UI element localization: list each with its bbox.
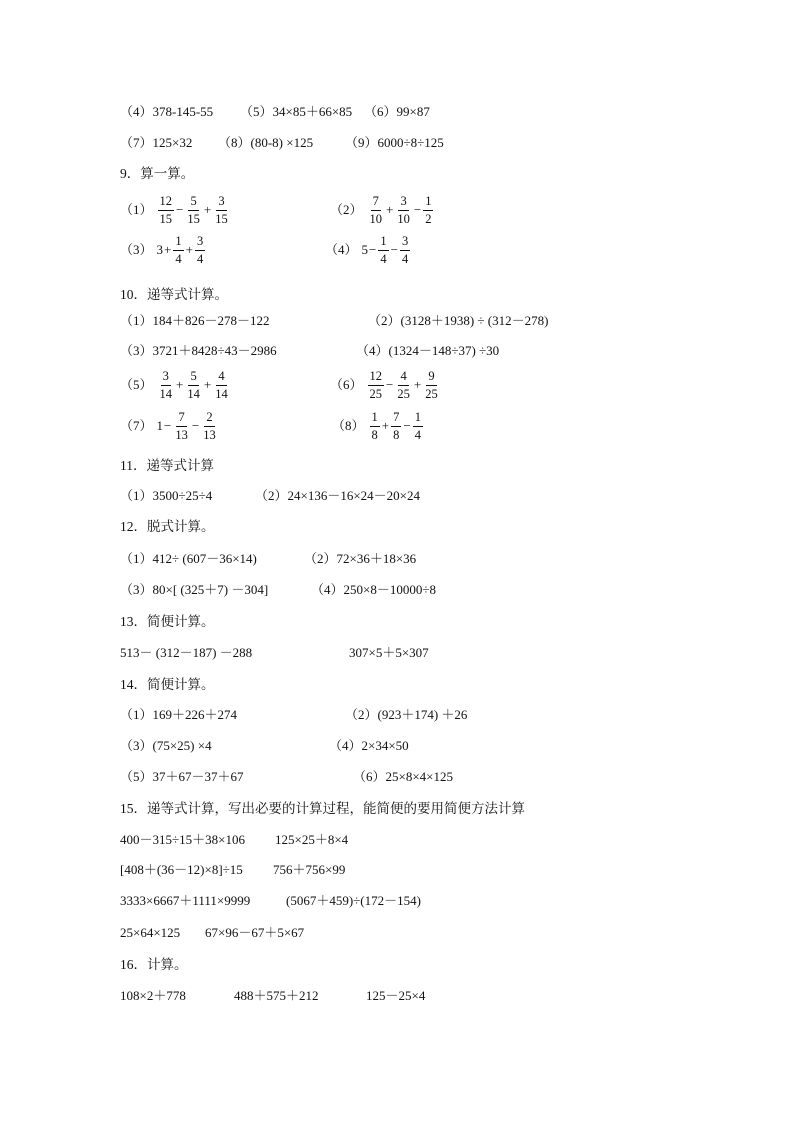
- problem-expression: 125－25×4: [366, 988, 426, 1003]
- operator: +: [203, 202, 212, 217]
- denominator: 14: [159, 386, 173, 401]
- problem-expression: （1）169＋226＋274: [120, 707, 238, 722]
- fraction: [395, 195, 412, 225]
- problem-expression: （2）72×36＋18×36: [304, 551, 417, 566]
- fraction-expression: [157, 411, 219, 441]
- denominator: 8: [393, 427, 400, 442]
- denominator: 8: [371, 427, 378, 442]
- heading-text: 16．计算。: [120, 957, 188, 972]
- fraction: [423, 195, 433, 225]
- operator: +: [164, 242, 172, 257]
- numerator: 4: [398, 370, 408, 386]
- operator: −: [176, 202, 184, 217]
- problem-expression: （3）80×[ (325＋7) －304]: [120, 582, 269, 597]
- numerator: 5: [188, 195, 198, 211]
- denominator: 15: [215, 211, 228, 226]
- numerator: 9: [426, 370, 436, 386]
- problem-expression: （1）3500÷25÷4: [120, 488, 213, 503]
- problem-expression: （2）(923＋174) ＋26: [345, 707, 468, 722]
- heading-text: 11．递等式计算: [120, 458, 214, 473]
- operator: +: [185, 242, 193, 257]
- problem-label: （4）: [325, 242, 358, 257]
- numerator: 1: [173, 235, 183, 251]
- denominator: 15: [159, 211, 173, 226]
- problem-label: （7）: [120, 418, 153, 433]
- problem-label: （2）: [330, 202, 363, 217]
- numerator: 1: [423, 195, 433, 211]
- denominator: 25: [369, 386, 383, 401]
- denominator: 25: [397, 386, 410, 401]
- numerator: 3: [195, 235, 205, 251]
- problem-expression: 108×2＋778: [120, 988, 186, 1003]
- denominator: 4: [196, 251, 204, 266]
- operator: +: [176, 377, 184, 392]
- fraction: [201, 411, 218, 441]
- numerator: 3: [400, 235, 410, 251]
- denominator: 14: [187, 386, 200, 401]
- fraction-expression: [362, 235, 412, 265]
- numerator: 7: [176, 411, 186, 427]
- operator: −: [191, 418, 200, 433]
- fraction-problem: [330, 367, 441, 403]
- heading-text: 13．简便计算。: [120, 614, 215, 629]
- denominator: 13: [175, 427, 188, 442]
- denominator: 2: [425, 211, 432, 226]
- operator: −: [403, 418, 411, 433]
- fraction-problem: [120, 408, 219, 444]
- fraction: [370, 411, 380, 441]
- fraction: [395, 370, 412, 400]
- fraction-problem: [332, 408, 424, 444]
- numerator: 5: [188, 370, 198, 386]
- denominator: 10: [397, 211, 410, 226]
- whole-number: 5: [361, 242, 369, 257]
- fraction-expression: [369, 411, 424, 441]
- fraction: [423, 370, 440, 400]
- problem-expression: （5）37＋67－37＋67: [120, 769, 244, 784]
- problem-expression: （6）99×87: [364, 104, 430, 119]
- operator: +: [386, 202, 394, 217]
- problem-expression: （2）24×136－16×24－20×24: [255, 488, 420, 503]
- denominator: 4: [401, 251, 409, 266]
- fraction-problem: [120, 367, 231, 403]
- heading-text: 10．递等式计算。: [120, 287, 228, 302]
- numerator: 1: [378, 235, 388, 251]
- problem-expression: [408＋(36－12)×8]÷15: [120, 862, 243, 877]
- problem-label: （5）: [120, 377, 153, 392]
- fraction-expression: [157, 235, 207, 265]
- fraction: [368, 195, 385, 225]
- heading-text: 9．算一算。: [120, 166, 195, 181]
- fraction-problem: [330, 192, 434, 228]
- fraction: [173, 411, 190, 441]
- operator: +: [413, 377, 422, 392]
- numerator: 7: [371, 195, 381, 211]
- fraction: [391, 411, 401, 441]
- fraction: [195, 235, 205, 265]
- fraction: [213, 195, 230, 225]
- problem-expression: （1）412÷ (607－36×14): [120, 551, 257, 566]
- operator: +: [381, 418, 390, 433]
- numerator: 3: [398, 195, 408, 211]
- operator: −: [390, 242, 398, 257]
- problem-expression: （2）(3128＋1938) ÷ (312－278): [368, 313, 549, 328]
- problem-expression: （7）125×32: [120, 135, 193, 150]
- fraction: [368, 370, 385, 400]
- problem-expression: （4）2×34×50: [329, 738, 409, 753]
- fraction: [400, 235, 410, 265]
- heading-text: 15．递等式计算，写出必要的计算过程，能简便的要用简便方法计算: [120, 801, 525, 816]
- numerator: 7: [391, 411, 401, 427]
- whole-number: 3: [156, 242, 164, 257]
- problem-expression: 25×64×125: [120, 925, 181, 940]
- fraction: [158, 370, 175, 400]
- heading-text: 14．简便计算。: [120, 677, 215, 692]
- fraction-problem: [325, 232, 411, 268]
- numerator: 12: [368, 370, 385, 386]
- fraction: [213, 370, 230, 400]
- problem-expression: 513－ (312－187) －288: [120, 645, 253, 660]
- problem-label: （3）: [120, 242, 153, 257]
- problem-expression: 3333×6667＋1111×9999: [120, 893, 251, 908]
- fraction-expression: [367, 195, 435, 225]
- fraction: [185, 195, 202, 225]
- problem-expression: （1）184＋826－278－122: [120, 313, 270, 328]
- fraction: [158, 195, 175, 225]
- numerator: 12: [158, 195, 175, 211]
- operator: −: [164, 418, 172, 433]
- problem-expression: （4）(1324－148÷37) ÷30: [356, 343, 500, 358]
- problem-label: （1）: [120, 202, 153, 217]
- numerator: 4: [216, 370, 226, 386]
- numerator: 1: [413, 411, 423, 427]
- numerator: 1: [370, 411, 380, 427]
- denominator: 4: [175, 251, 182, 266]
- numerator: 3: [161, 370, 171, 386]
- heading-text: 12．脱式计算。: [120, 519, 215, 534]
- problem-label: （8）: [332, 418, 365, 433]
- problem-expression: 307×5＋5×307: [349, 645, 429, 660]
- numerator: 2: [204, 411, 214, 427]
- operator: +: [203, 377, 212, 392]
- fraction: [185, 370, 202, 400]
- fraction-problem: [120, 232, 206, 268]
- problem-expression: （4）378-145-55: [120, 104, 214, 119]
- problem-expression: 756＋756×99: [273, 862, 346, 877]
- fraction: [378, 235, 388, 265]
- denominator: 4: [380, 251, 387, 266]
- problem-expression: （5）34×85＋66×85: [240, 104, 353, 119]
- denominator: 13: [203, 427, 216, 442]
- problem-expression: （4）250×8－10000÷8: [311, 582, 436, 597]
- denominator: 15: [187, 211, 200, 226]
- problem-expression: 67×96－67＋5×67: [205, 925, 305, 940]
- fraction-expression: [157, 370, 231, 400]
- problem-expression: （3）(75×25) ×4: [120, 738, 212, 753]
- denominator: 4: [414, 427, 421, 442]
- denominator: 10: [369, 211, 383, 226]
- fraction-expression: [157, 195, 231, 225]
- whole-number: 1: [156, 418, 164, 433]
- problem-expression: （3）3721＋8428÷43－2986: [120, 343, 277, 358]
- fraction: [413, 411, 423, 441]
- problem-expression: 488＋575＋212: [234, 988, 319, 1003]
- operator: −: [386, 377, 394, 392]
- denominator: 14: [215, 386, 228, 401]
- operator: −: [413, 202, 422, 217]
- fraction-expression: [367, 370, 441, 400]
- fraction: [173, 235, 183, 265]
- fraction-problem: [120, 192, 231, 228]
- numerator: 3: [216, 195, 226, 211]
- denominator: 25: [425, 386, 438, 401]
- problem-expression: （8）(80-8) ×125: [218, 135, 314, 150]
- problem-expression: 125×25＋8×4: [275, 832, 349, 847]
- problem-label: （6）: [330, 377, 363, 392]
- problem-expression: （6）25×8×4×125: [353, 769, 453, 784]
- problem-expression: 400－315÷15＋38×106: [120, 832, 245, 847]
- problem-expression: (5067＋459)÷(172－154): [286, 893, 421, 908]
- operator: −: [369, 242, 377, 257]
- problem-expression: （9）6000÷8÷125: [345, 135, 444, 150]
